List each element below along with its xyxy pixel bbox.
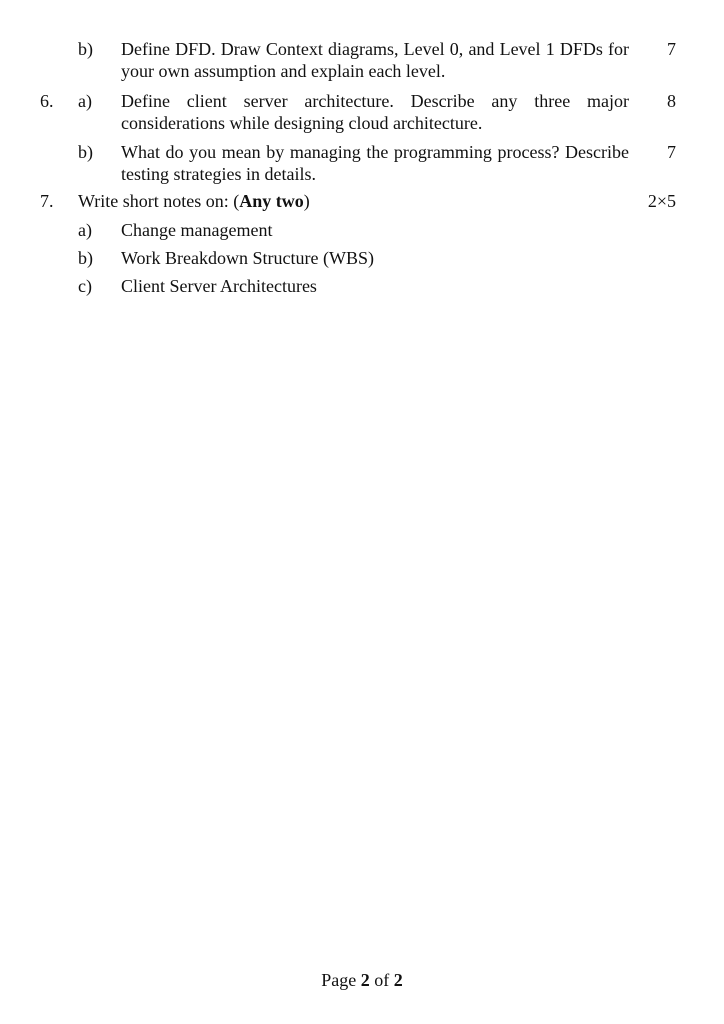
q6a-marks: 8	[667, 91, 676, 111]
q7-stem-emphasis: Any two	[239, 191, 304, 211]
q5b-label: b)	[78, 39, 93, 59]
q7-option-a-text: Change management	[121, 220, 273, 240]
q6b-text: What do you mean by managing the programming process? Describe testing strategies in details.	[121, 142, 629, 184]
q5b-marks: 7	[667, 39, 676, 59]
q7-option-a-label: a)	[78, 220, 92, 240]
q7-marks: 2×5	[647, 191, 676, 211]
footer-middle: of	[369, 970, 394, 990]
q7-option-b-label: b)	[78, 248, 93, 268]
q6-number: 6.	[40, 91, 54, 111]
q7-stem-suffix: )	[303, 191, 310, 211]
footer-prefix: Page	[321, 970, 361, 990]
footer-total-pages: 2	[393, 970, 403, 990]
page-footer	[0, 969, 724, 991]
q7-option-b-text: Work Breakdown Structure (WBS)	[121, 248, 374, 268]
q7-number: 7.	[40, 191, 54, 211]
q7-option-c-text: Client Server Architectures	[121, 276, 317, 296]
footer-current-page: 2	[360, 970, 370, 990]
q7-stem	[78, 190, 310, 212]
q5b-text: Define DFD. Draw Context diagrams, Level 0, and Level 1 DFDs for your own assumption and explain each level.	[121, 39, 629, 81]
q6a-text: Define client server architecture. Describe any three major considerations while designing cloud architecture.	[121, 91, 629, 133]
q7-stem-prefix: Write short notes on: (	[78, 191, 240, 211]
q6a-label: a)	[78, 91, 92, 111]
q7-option-c-label: c)	[78, 276, 92, 296]
q6b-marks: 7	[667, 142, 676, 162]
q6b-label: b)	[78, 142, 93, 162]
